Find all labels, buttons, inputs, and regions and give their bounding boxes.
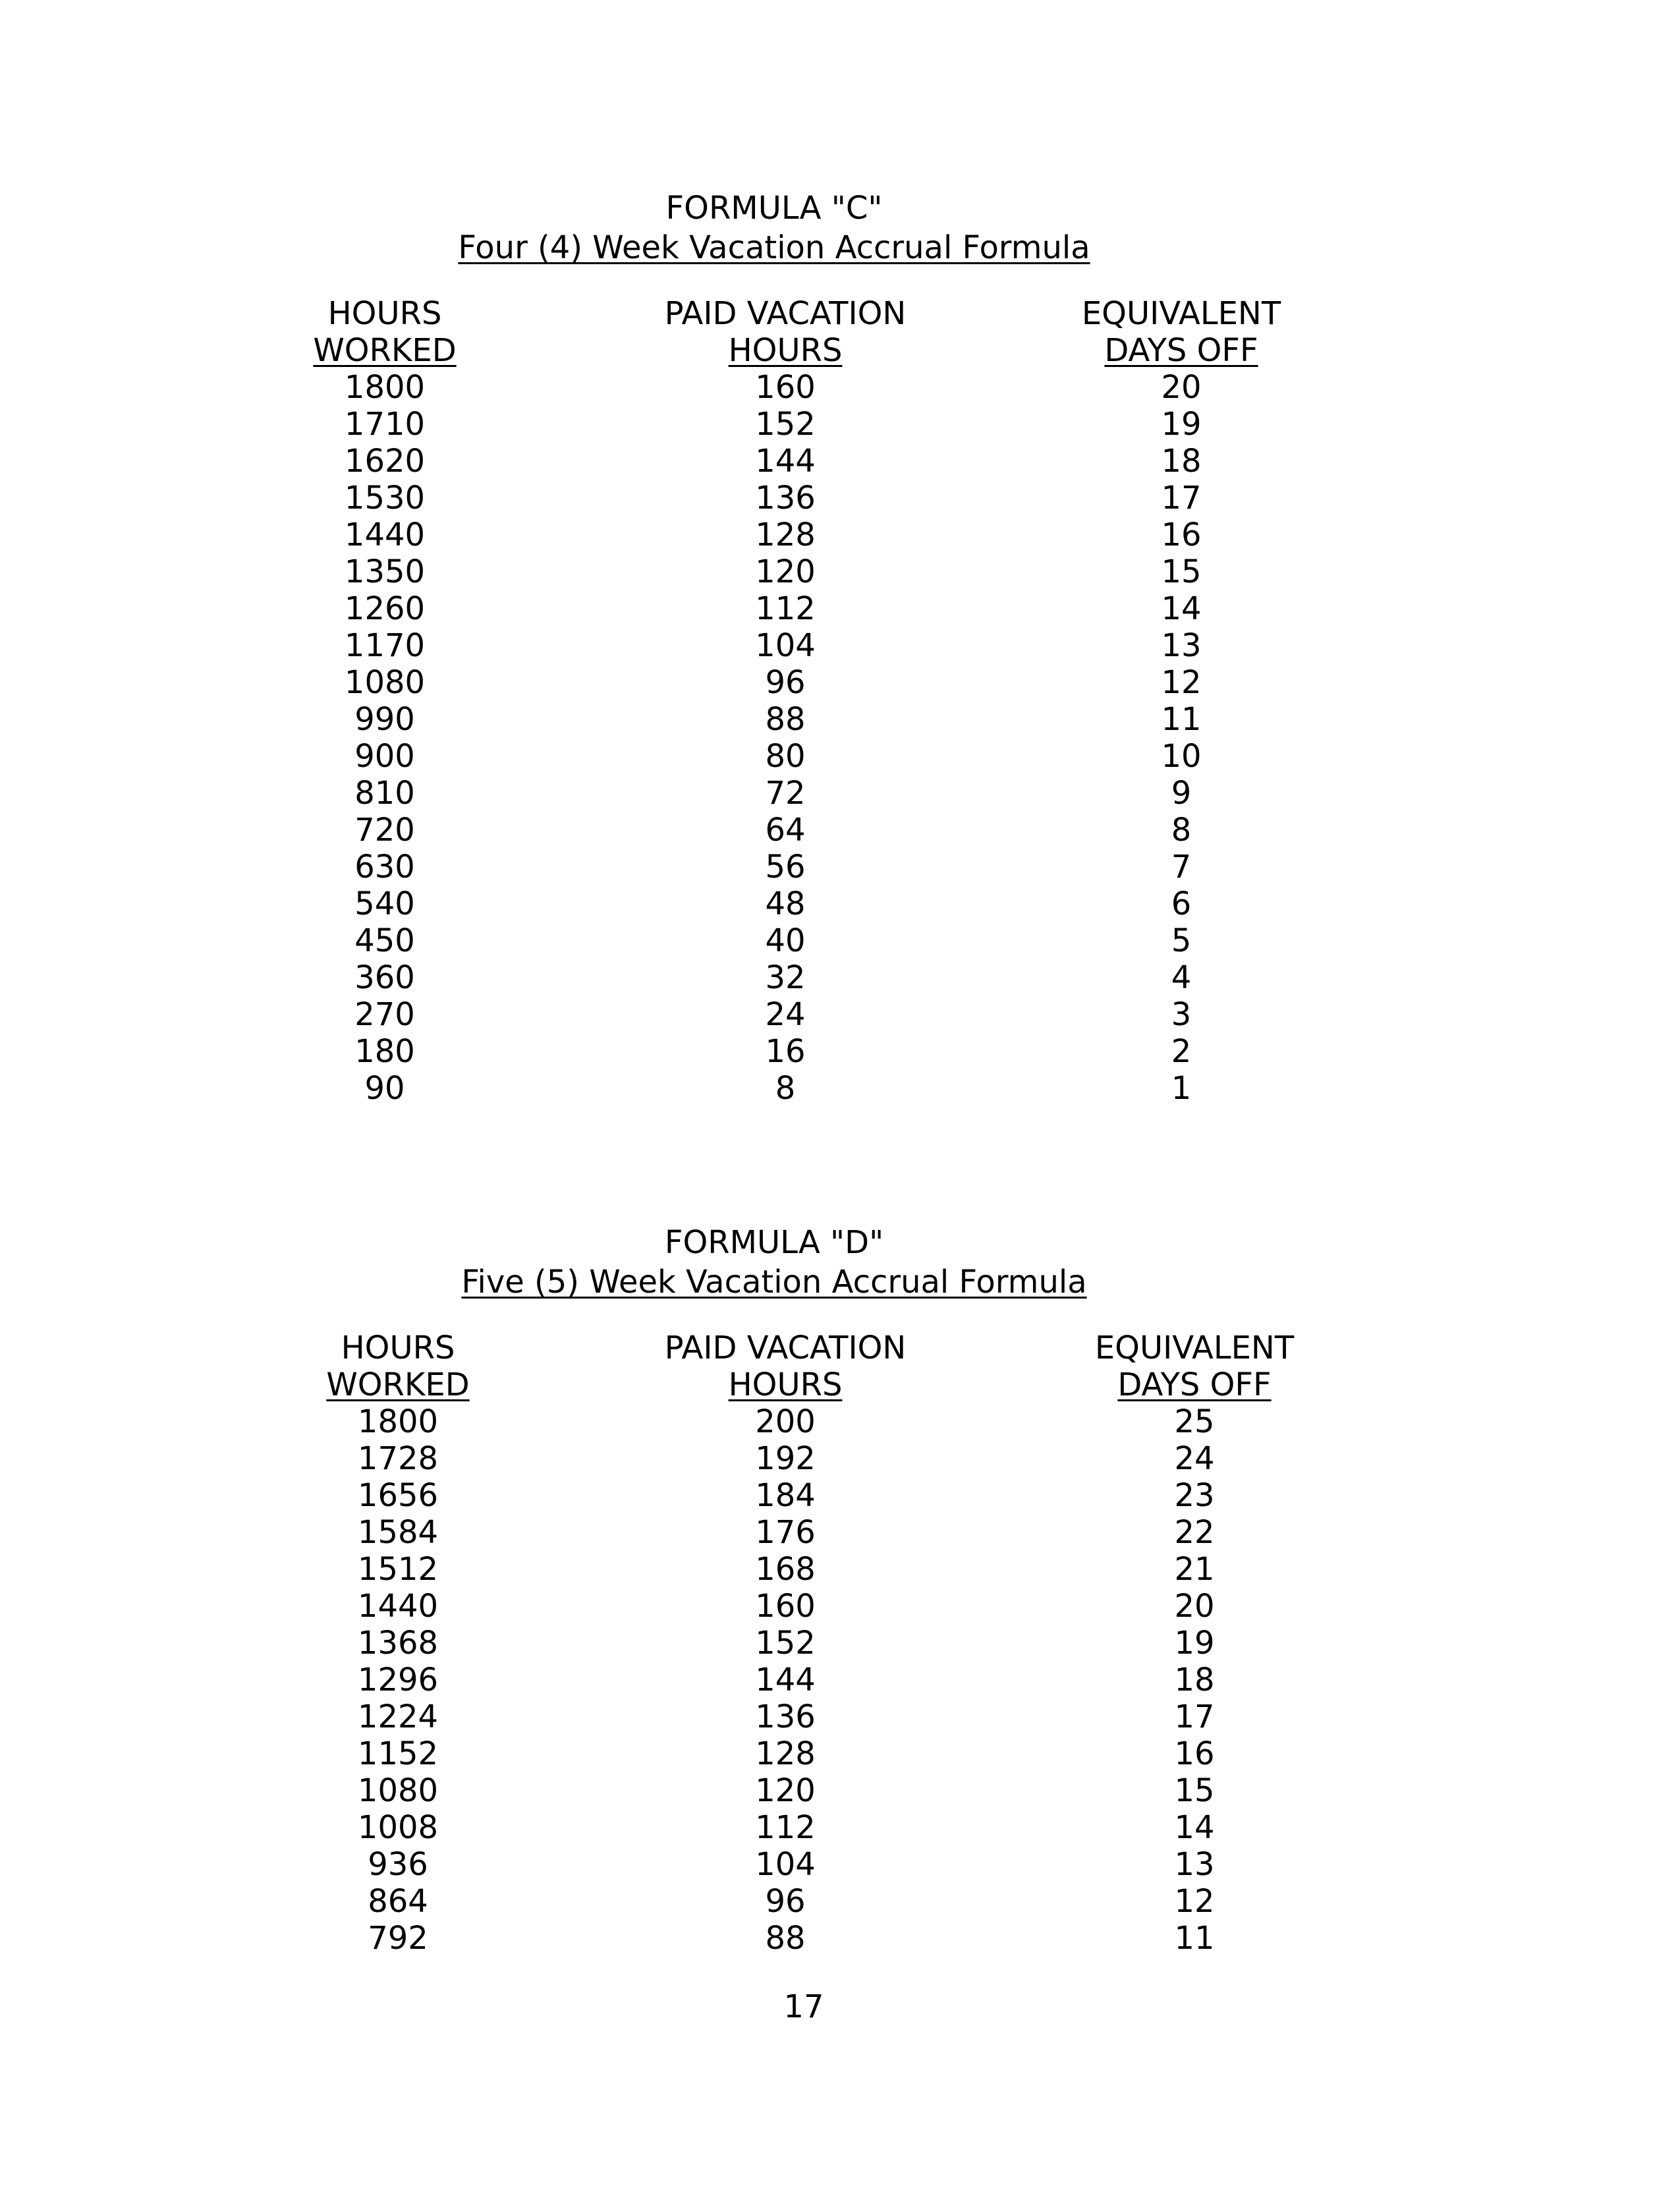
table-cell: 24	[1174, 1440, 1215, 1477]
paid-vacation-column	[601, 1330, 970, 1957]
table-cell: 1620	[344, 443, 426, 480]
table-cell: 3	[1171, 996, 1192, 1033]
table-cell: 40	[765, 922, 806, 959]
table-cell: 152	[755, 1625, 816, 1662]
table-cell: 19	[1161, 406, 1202, 443]
table-cell: 16	[1174, 1735, 1215, 1772]
table-cell: 1440	[357, 1588, 439, 1625]
table-cell: 4	[1171, 959, 1192, 996]
table-cell: 1710	[344, 406, 426, 443]
table-cell: 96	[765, 1883, 806, 1920]
table-cell: 136	[755, 1698, 816, 1735]
table-cell: 1152	[357, 1735, 439, 1772]
table-cell: 80	[765, 738, 806, 775]
column-header: PAID VACATION	[664, 295, 907, 332]
table-cell: 12	[1161, 664, 1202, 701]
table-cell: 64	[765, 812, 806, 849]
table-cell: 20	[1161, 369, 1202, 406]
table-cell: 810	[354, 775, 415, 812]
table-cell: 900	[354, 738, 415, 775]
column-header-underlined: DAYS OFF	[1117, 1366, 1272, 1403]
table-cell: 1008	[357, 1809, 439, 1846]
table-cell: 144	[755, 443, 816, 480]
table-cell: 1584	[357, 1514, 439, 1551]
table-cell: 21	[1174, 1551, 1215, 1588]
table-cell: 18	[1174, 1662, 1215, 1698]
table-cell: 17	[1174, 1698, 1215, 1735]
table-cell: 720	[354, 812, 415, 849]
hours-worked-column	[213, 1330, 582, 1957]
table-cell: 1296	[357, 1662, 439, 1698]
table-cell: 2	[1171, 1033, 1192, 1070]
formula-c-heading	[0, 188, 1614, 267]
table-cell: 10	[1161, 738, 1202, 775]
column-header: EQUIVALENT	[1094, 1330, 1295, 1366]
table-cell: 104	[755, 1846, 816, 1883]
table-cell: 160	[755, 369, 816, 406]
table-cell: 1800	[344, 369, 426, 406]
table-cell: 630	[354, 849, 415, 885]
table-cell: 1512	[357, 1551, 439, 1588]
table-cell: 1656	[357, 1477, 439, 1514]
table-cell: 12	[1174, 1883, 1215, 1920]
table-cell: 23	[1174, 1477, 1215, 1514]
table-cell: 1	[1171, 1070, 1192, 1107]
table-cell: 11	[1174, 1920, 1215, 1957]
formula-d-subtitle: Five (5) Week Vacation Accrual Formula	[461, 1264, 1087, 1301]
table-cell: 72	[765, 775, 806, 812]
paid-vacation-column	[601, 295, 970, 1107]
table-cell: 17	[1161, 480, 1202, 517]
table-cell: 112	[755, 590, 816, 627]
table-cell: 120	[755, 553, 816, 590]
column-header-underlined: HOURS	[728, 332, 843, 369]
column-header: EQUIVALENT	[1081, 295, 1281, 332]
table-cell: 15	[1161, 553, 1202, 590]
table-cell: 1080	[357, 1772, 439, 1809]
table-cell: 792	[368, 1920, 428, 1957]
table-cell: 360	[354, 959, 415, 996]
table-cell: 1440	[344, 517, 426, 553]
table-cell: 192	[755, 1440, 816, 1477]
table-cell: 200	[755, 1403, 816, 1440]
column-header: HOURS	[341, 1330, 455, 1366]
table-cell: 9	[1171, 775, 1192, 812]
formula-d-section	[0, 1223, 1680, 2186]
table-cell: 1368	[357, 1625, 439, 1662]
table-cell: 20	[1174, 1588, 1215, 1625]
table-cell: 88	[765, 1920, 806, 1957]
table-cell: 8	[775, 1070, 796, 1107]
table-cell: 176	[755, 1514, 816, 1551]
formula-d-title: FORMULA "D"	[664, 1224, 884, 1261]
table-cell: 1350	[344, 553, 426, 590]
table-cell: 1530	[344, 480, 426, 517]
table-cell: 270	[354, 996, 415, 1033]
table-cell: 990	[354, 701, 415, 738]
table-cell: 540	[354, 885, 415, 922]
column-header-underlined: WORKED	[326, 1366, 470, 1403]
table-cell: 48	[765, 885, 806, 922]
formula-d-heading	[0, 1223, 1614, 1302]
table-cell: 8	[1171, 812, 1192, 849]
table-cell: 24	[765, 996, 806, 1033]
table-cell: 19	[1174, 1625, 1215, 1662]
table-cell: 1260	[344, 590, 426, 627]
formula-c-title: FORMULA "C"	[665, 190, 883, 227]
table-cell: 1800	[357, 1403, 439, 1440]
column-header-underlined: DAYS OFF	[1104, 332, 1258, 369]
table-cell: 152	[755, 406, 816, 443]
table-cell: 180	[354, 1033, 415, 1070]
table-cell: 7	[1171, 849, 1192, 885]
table-cell: 120	[755, 1772, 816, 1809]
formula-d-table	[0, 1330, 1680, 2186]
table-cell: 13	[1161, 627, 1202, 664]
table-cell: 1080	[344, 664, 426, 701]
table-cell: 14	[1174, 1809, 1215, 1846]
table-cell: 128	[755, 517, 816, 553]
table-cell: 1224	[357, 1698, 439, 1735]
table-cell: 168	[755, 1551, 816, 1588]
table-cell: 88	[765, 701, 806, 738]
table-cell: 936	[368, 1846, 428, 1883]
page-number: 17	[783, 1988, 824, 2025]
table-cell: 13	[1174, 1846, 1215, 1883]
table-cell: 136	[755, 480, 816, 517]
table-cell: 864	[368, 1883, 428, 1920]
table-cell: 6	[1171, 885, 1192, 922]
column-header: HOURS	[327, 295, 442, 332]
formula-c-section	[0, 188, 1680, 1152]
table-cell: 25	[1174, 1403, 1215, 1440]
table-cell: 112	[755, 1809, 816, 1846]
table-cell: 450	[354, 922, 415, 959]
table-cell: 22	[1174, 1514, 1215, 1551]
table-cell: 1170	[344, 627, 426, 664]
table-cell: 11	[1161, 701, 1202, 738]
table-cell: 96	[765, 664, 806, 701]
column-header-underlined: WORKED	[313, 332, 457, 369]
table-cell: 90	[364, 1070, 405, 1107]
table-cell: 160	[755, 1588, 816, 1625]
table-cell: 16	[1161, 517, 1202, 553]
table-cell: 144	[755, 1662, 816, 1698]
table-cell: 15	[1174, 1772, 1215, 1809]
table-cell: 18	[1161, 443, 1202, 480]
equivalent-days-column	[997, 295, 1366, 1107]
column-header-underlined: HOURS	[728, 1366, 843, 1403]
formula-c-table	[0, 295, 1680, 1152]
table-cell: 32	[765, 959, 806, 996]
column-header: PAID VACATION	[664, 1330, 907, 1366]
table-cell: 184	[755, 1477, 816, 1514]
table-cell: 104	[755, 627, 816, 664]
table-cell: 14	[1161, 590, 1202, 627]
table-cell: 56	[765, 849, 806, 885]
hours-worked-column	[200, 295, 569, 1107]
table-cell: 1728	[357, 1440, 439, 1477]
formula-c-subtitle: Four (4) Week Vacation Accrual Formula	[458, 229, 1090, 266]
table-cell: 5	[1171, 922, 1192, 959]
equivalent-days-column	[1010, 1330, 1379, 1957]
table-cell: 16	[765, 1033, 806, 1070]
table-cell: 128	[755, 1735, 816, 1772]
